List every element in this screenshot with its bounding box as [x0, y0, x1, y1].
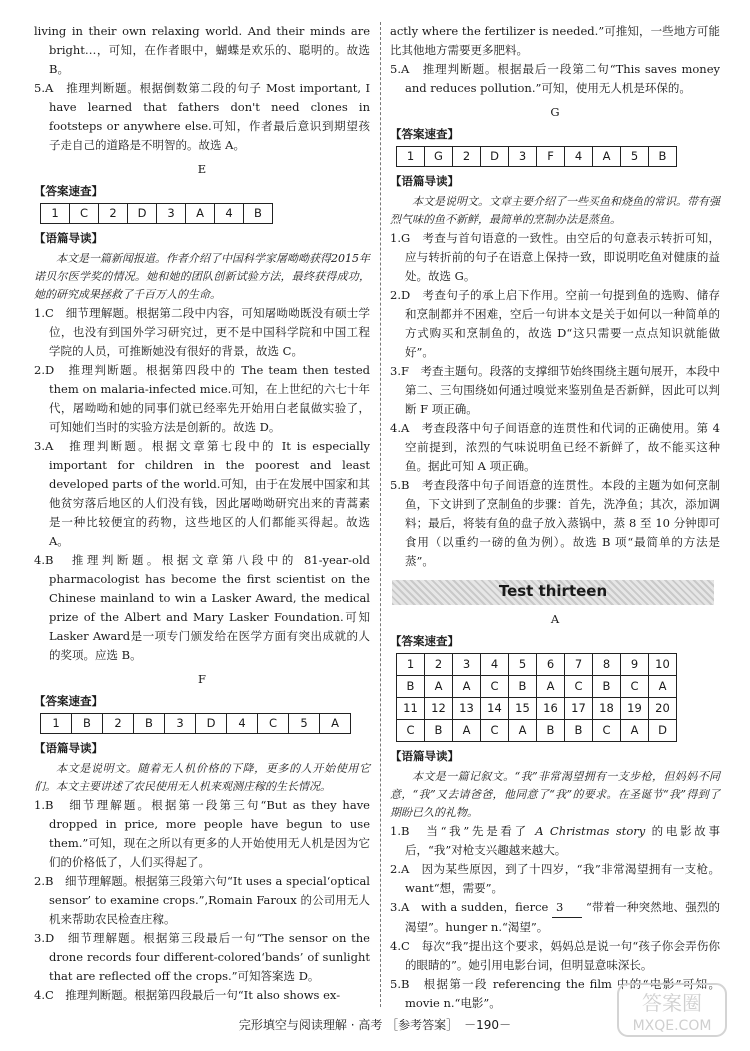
- answer-g-cell: F: [537, 147, 565, 167]
- answer-cell: A: [621, 720, 649, 742]
- test-title: Test thirteen: [498, 582, 608, 600]
- answer-item: 1.B 细节理解题。根据第一段第三句“But as they have dropped in price, more people have begun to use them.”可知，现在之所以有更多的人开始使用无人机是因为它们的价格低了，人们买得起了。: [34, 798, 370, 869]
- answer-quick-check-heading: 【答案速查】: [390, 634, 459, 648]
- answer-e-cell: C: [70, 204, 99, 224]
- answer-item: 1.G 考查与首句语意的一致性。由空后的句意表示转折可知，应与转折前的句子在语意上保持一致，即说明吃鱼对健康的益处。故选 G。: [390, 231, 720, 283]
- answer-g-cell: 1: [397, 147, 425, 167]
- answer-f-cell: B: [134, 714, 165, 734]
- answer-cell: B: [425, 720, 453, 742]
- answer-cell: B: [397, 676, 425, 698]
- answer-f-cell: A: [320, 714, 351, 734]
- answer-e-cell: 4: [215, 204, 244, 224]
- answer-g-cell: G: [425, 147, 453, 167]
- answer-e-cell: B: [244, 204, 273, 224]
- table-row: [397, 654, 677, 676]
- answer-table-test13: [396, 653, 677, 742]
- answer-quick-check-heading: 【答案速查】: [34, 184, 103, 198]
- answer-g-cell: B: [649, 147, 677, 167]
- section-letter-a: A: [550, 612, 560, 626]
- answer-cell: C: [593, 720, 621, 742]
- answer-cell: 6: [537, 654, 565, 676]
- answer-cell: 13: [453, 698, 481, 720]
- answer-f-cell: B: [72, 714, 103, 734]
- answer-item: 4.A 考查段落中句子间语意的连贯性和代词的正确使用。第 4 空前提到，浓烈的气味说明鱼已经不新鲜了，故不能买这种鱼。据此可知 A 项正确。: [390, 421, 720, 473]
- answer-item: 5.A 推理判断题。根据倒数第二段的句子 Most important, I have learned that fathers don't need clones in footsteps or anywhere else.可知，作者最后意识到期望孩子走自己的道路是不明智的。故选 A。: [34, 81, 370, 152]
- answer-f-cell: D: [196, 714, 227, 734]
- answer-item: 3.A with a sudden，fierce 3 “带着一种突然地、强烈的渴望”。hunger n.“渴望”。: [390, 900, 720, 934]
- answer-cell: A: [453, 676, 481, 698]
- answer-e-cell: A: [186, 204, 215, 224]
- answer-e-cell: 2: [99, 204, 128, 224]
- continued-answer: living in their own relaxing world. And their minds are bright…，可知，在作者眼中，蝴蝶是欢乐的、聪明的。故选 B。: [34, 24, 370, 76]
- answer-f-cell: 5: [289, 714, 320, 734]
- answer-cell: 8: [593, 654, 621, 676]
- answer-table-g: [396, 146, 677, 167]
- answer-e-cell: 3: [157, 204, 186, 224]
- answer-cell: 11: [397, 698, 425, 720]
- answer-g-cell: A: [593, 147, 621, 167]
- answer-cell: A: [453, 720, 481, 742]
- answer-cell: B: [537, 720, 565, 742]
- answer-cell: 18: [593, 698, 621, 720]
- table-row: [397, 698, 677, 720]
- column-divider: [380, 22, 381, 1007]
- answer-cell: C: [481, 720, 509, 742]
- answer-f-cell: C: [258, 714, 289, 734]
- section-letter-f: F: [198, 672, 206, 686]
- answer-cell: B: [565, 720, 593, 742]
- answer-cell: C: [621, 676, 649, 698]
- passage-intro: 本文是说明文。文章主要介绍了一些买鱼和烧鱼的常识。带有强烈气味的鱼不新鲜，最简单的烹制办法是蒸鱼。: [390, 195, 720, 226]
- svg-text:MXQE.COM: MXQE.COM: [632, 1018, 712, 1034]
- svg-text:答案圈: 答案圈: [642, 991, 702, 1015]
- answer-table-e: [40, 203, 273, 224]
- answer-quick-check-heading: 【答案速查】: [34, 694, 103, 708]
- answer-cell: 15: [509, 698, 537, 720]
- passage-guide-heading: 【语篇导读】: [34, 231, 103, 245]
- answer-cell: 19: [621, 698, 649, 720]
- answer-cell: 12: [425, 698, 453, 720]
- answer-g-cell: D: [481, 147, 509, 167]
- answer-table-f: [40, 713, 351, 734]
- answer-cell: 2: [425, 654, 453, 676]
- answer-cell: A: [649, 676, 677, 698]
- passage-guide-heading: 【语篇导读】: [390, 749, 459, 763]
- answer-f-cell: 2: [103, 714, 134, 734]
- table-row: [397, 720, 677, 742]
- watermark-logo: [612, 980, 732, 1042]
- answer-cell: A: [509, 720, 537, 742]
- answer-cell: 1: [397, 654, 425, 676]
- answer-g-cell: 3: [509, 147, 537, 167]
- answer-cell: 4: [481, 654, 509, 676]
- answer-cell: 10: [649, 654, 677, 676]
- answer-f-cell: 4: [227, 714, 258, 734]
- answer-cell: B: [509, 676, 537, 698]
- passage-guide-heading: 【语篇导读】: [34, 741, 103, 755]
- answer-cell: 7: [565, 654, 593, 676]
- passage-intro: 本文是一篇新闻报道。作者介绍了中国科学家屠呦呦获得2015年诺贝尔医学奖的情况。她和她的团队创新试验方法，最终获得成功，她的研究成果拯救了千百万人的生命。: [34, 252, 370, 301]
- answer-cell: A: [537, 676, 565, 698]
- answer-item: 3.D 细节理解题。根据第三段最后一句“The sensor on the drone records four different-colored‘bands’ of sunlight that are reflected off the crops.”可知答案选 D。: [34, 931, 370, 983]
- answer-item: 2.B 细节理解题。根据第三段第六句“It uses a special‘optical sensor’ to examine crops.”,Romain Faroux 的公司用无人机来帮助农民检查庄稼。: [34, 874, 370, 926]
- page-footer: 完形填空与阅读理解 · 高考 ［参考答案］ －190－: [238, 1018, 512, 1032]
- answer-e-cell: D: [128, 204, 157, 224]
- answer-e-cell: 1: [41, 204, 70, 224]
- fill-blank: 3: [552, 898, 582, 918]
- answer-cell: 16: [537, 698, 565, 720]
- answer-item: 1.B 当“我”先是看了 A Christmas story 的电影故事后，“我”对枪支兴趣越来越大。: [390, 824, 721, 857]
- answer-item: 2.A 因为某些原因，到了十四岁，“我”非常渴望拥有一支枪。want“想，需要”。: [390, 862, 720, 895]
- answer-item: 4.C 推理判断题。根据第四段最后一句“It also shows ex-: [34, 988, 341, 1002]
- answer-item: 4.C 每次“我”提出这个要求，妈妈总是说一句“孩子你会弄伤你的眼睛的”。她引用电影台词，但明显意味深长。: [390, 939, 720, 972]
- answer-cell: D: [649, 720, 677, 742]
- section-letter-g: G: [550, 105, 560, 119]
- right-column: [390, 22, 720, 1013]
- answer-cell: B: [593, 676, 621, 698]
- answer-cell: 14: [481, 698, 509, 720]
- passage-intro: 本文是一篇记叙文。“我”非常渴望拥有一支步枪，但妈妈不同意，“我”又去请爸爸，他同意了“我”的要求。在圣诞节“我”得到了期盼已久的礼物。: [390, 770, 720, 819]
- answer-item: 3.F 考查主题句。段落的支撑细节始终围绕主题句展开，本段中第二、三句围绕如何通过嗅觉来鉴别鱼是否新鲜，因此可以判断 F 项正确。: [390, 364, 720, 416]
- answer-item: 5.B 考查段落中句子间语意的连贯性。本段的主题为如何烹制鱼，下文讲到了烹制鱼的步骤：首先，洗净鱼；其次，添加调料；最后，将装有鱼的盘子放入蒸锅中，蒸 8 至 10 分钟即可食用（以重约一磅的鱼为例）。故选 B 项“最简单的方法是蒸”。: [390, 478, 720, 568]
- answer-item: 2.D 考查句子的承上启下作用。空前一句提到鱼的选购、储存和烹制都并不困难，空后一句讲本文是关于如何以一种简单的方式购买和烹制鱼的，故选 D“这只需要一点点知识就能做好”。: [390, 288, 720, 359]
- answer-g-cell: 4: [565, 147, 593, 167]
- answer-quick-check-heading: 【答案速查】: [390, 127, 459, 141]
- answer-item: 5.A 推理判断题。根据最后一段第二句“This saves money and reduces pollution.”可知，使用无人机是环保的。: [390, 62, 720, 95]
- left-column: [34, 22, 370, 1005]
- film-title: A Christmas story: [535, 824, 646, 838]
- continued-answer: actly where the fertilizer is needed.”可推知，一些地方可能比其他地方需要更多肥料。: [390, 24, 720, 57]
- answer-g-cell: 5: [621, 147, 649, 167]
- answer-cell: 9: [621, 654, 649, 676]
- answer-cell: 20: [649, 698, 677, 720]
- answer-cell: C: [481, 676, 509, 698]
- answer-f-cell: 1: [41, 714, 72, 734]
- answer-item: 2.D 推理判断题。根据第四段中的 The team then tested them on malaria-infected mice.可知，在上世纪的六七十年代，屠呦呦和她的同事们就已经率先开始用白老鼠做实验了，可知她们当时的实验方法是创新的。故选 D。: [34, 363, 370, 434]
- answer-cell: 3: [453, 654, 481, 676]
- answer-cell: C: [397, 720, 425, 742]
- answer-item: 1.C 细节理解题。根据第二段中内容，可知屠呦呦既没有硕士学位，也没有到国外学习研究过，更不是中国科学院和中国工程学院的人员，可推断她没有很好的背景，故选 C。: [34, 306, 370, 358]
- answer-item: 4.B 推理判断题。根据文章第八段中的 81-year-old pharmacologist has become the first scientist on the Chinese mainland to win a Lasker Award, the medical prize of the Albert and Mary Lasker Foundation.可知 Lasker Award是一项专门颁发给在医学方面有突出成就的人的奖项。应选 B。: [34, 553, 370, 662]
- answer-cell: C: [565, 676, 593, 698]
- section-letter-e: E: [197, 162, 207, 176]
- answer-cell: 5: [509, 654, 537, 676]
- table-row: [397, 676, 677, 698]
- passage-intro: 本文是说明文。随着无人机价格的下降，更多的人开始使用它们。本文主要讲述了农民使用无人机来观测庄稼的生长情况。: [34, 762, 370, 793]
- passage-guide-heading: 【语篇导读】: [390, 174, 459, 188]
- answer-f-cell: 3: [165, 714, 196, 734]
- test-title-banner: [392, 580, 714, 605]
- answer-item: 5.B 根据第一段 referencing the film 中的“电影”可知。movie n.“电影”。: [390, 977, 720, 1010]
- answer-cell: 17: [565, 698, 593, 720]
- answer-item: 3.A 推理判断题。根据文章第七段中的 It is especially important for children in the poorest and least developed parts of the world.可知，由于在发展中国家和其他贫穷落后地区的人们没有钱，因此屠呦呦研究出来的青蒿素是一种比较便宜的药物，这些地区的人们都能买得起。故选 A。: [34, 439, 370, 548]
- answer-g-cell: 2: [453, 147, 481, 167]
- answer-cell: A: [425, 676, 453, 698]
